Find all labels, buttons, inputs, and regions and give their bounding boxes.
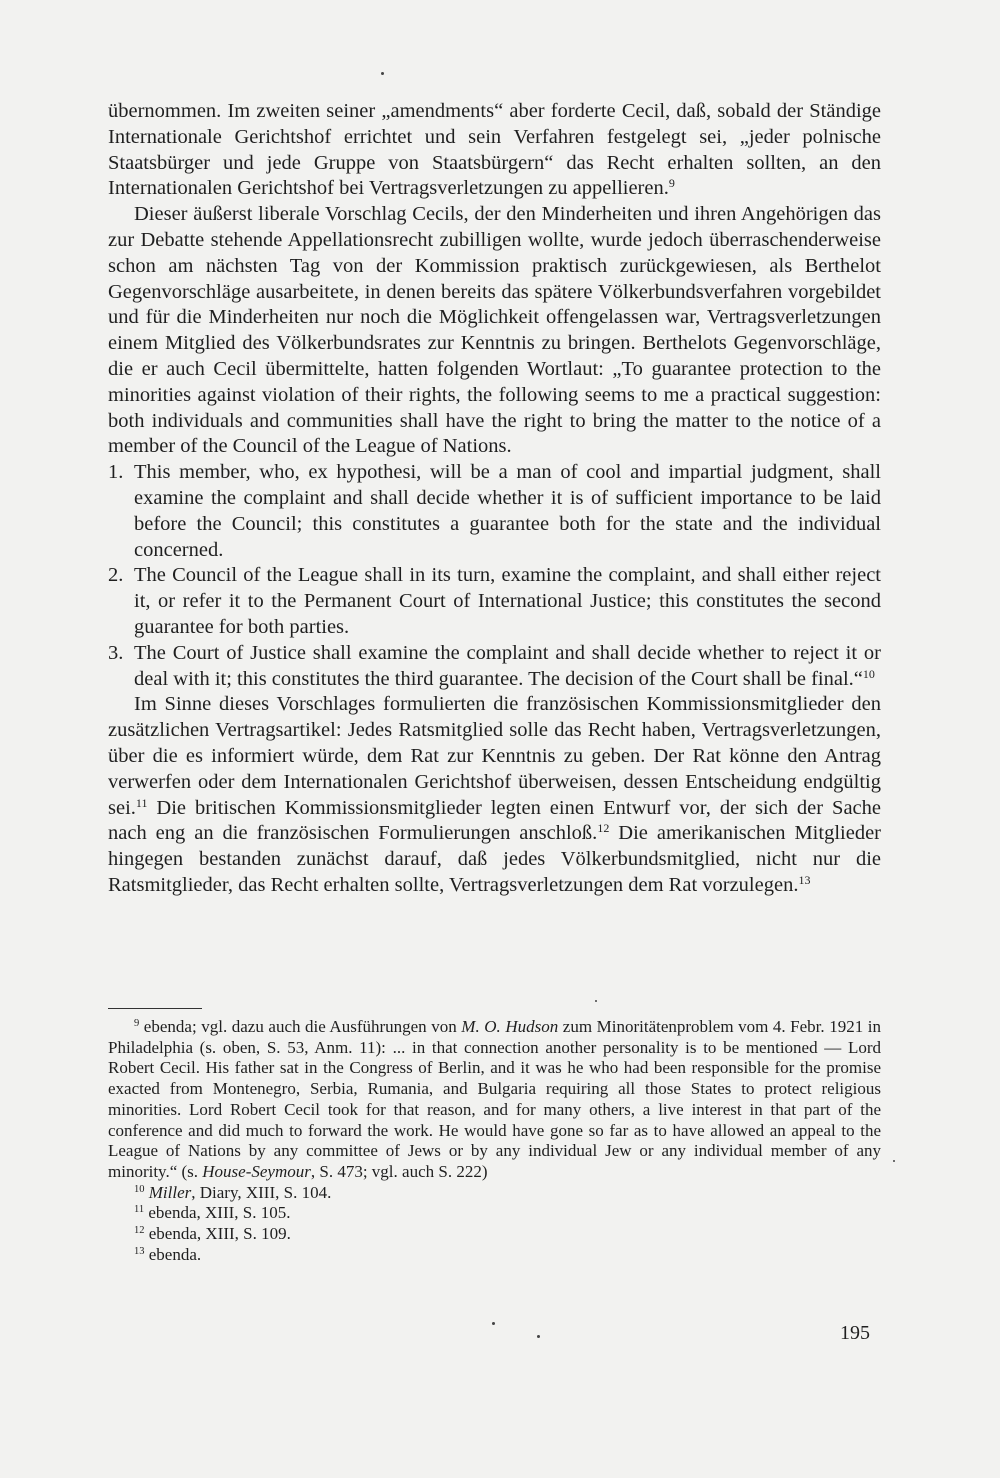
footnote-13: $^{13}$ ebenda. [134,1244,202,1264]
footnote-ref-12: 12 [597,821,610,836]
list-item-2 [108,563,881,640]
paragraph-1: übernommen. Im zweiten seiner „amendments“ aber forderte Cecil, daß, sobald der Ständige Internationale Gerichtshof errichtet und sein Verfahren festgelegt sei, „jeder polnische Staatsbürger und jede Gruppe von Staatsbürgern“ das Recht erhalten sollten, an den Internationalen Gerichtshof bei Vertragsverletzungen zu appellieren.$^9$ [108,100,881,200]
footnote-ref-13: 13 [798,872,811,887]
list-item-number: 3. [108,641,124,664]
scan-speck [595,1000,597,1002]
footnote-ref-9: 9 [668,176,675,191]
footnote-divider [108,1008,202,1009]
list-item-number: 2. [108,564,124,587]
footnote-10: $^{10}$ Miller, Diary, XIII, S. 104. [134,1182,332,1202]
scan-speck [537,1335,540,1338]
page-number: 195 [840,1322,870,1344]
footnote-ref-11: 11 [135,795,148,810]
list-item-text: The Council of the League shall in its turn, examine the complaint, and shall either reject it, or refer it to the Permanent Court of International Justice; this constitutes the second guarantee for both parties. [134,564,881,638]
list-item-3 [108,641,881,693]
footnote-12: $^{12}$ ebenda, XIII, S. 109. [134,1224,291,1244]
paragraph-3: Im Sinne dieses Vorschlages formulierten die französischen Kommissionsmitglieder den zusätzlichen Vertragsartikel: Jedes Ratsmitglied solle das Recht haben, Vertragsverletzungen, über die es informiert würde, dem Rat zur Kenntnis zu geben. Der Rat könne den Antrag verwerfen oder dem Internationalen Gerichtshof überweisen, dessen Entscheidung endgültig sei.$^{11}$ Die britischen Kommissionsmitglieder legten einen Entwurf vor, der sich der Sache nach eng an die französischen Formulierungen anschloß.$^{12}$ Die amerikanischen Mitglieder hingegen bestanden zunächst darauf, daß jedes Völkerbundsmitglied, nicht nur die Ratsmitglieder, das Recht erhalten sollte, Vertragsverletzungen dem Rat vorzulegen.$^{13}$ [108,693,881,896]
scan-speck [893,1160,895,1162]
footnote-ref-10: 10 [862,666,875,681]
footnote-11: $^{11}$ ebenda, XIII, S. 105. [134,1203,291,1223]
footnotes [108,1017,881,1265]
scan-speck [492,1322,495,1325]
list-item-text: The Court of Justice shall examine the complaint and shall decide whether to reject it or deal with it; this constitutes the third guarantee. The decision of the Court shall be final.“$^{10}$ [134,641,881,690]
list-item-text: This member, who, ex hypothesi, will be a man of cool and impartial judgment, shall examine the complaint and shall decide whether it is of sufficient importance to be laid before the Council; this constitutes a guarantee both for the state and the individual concerned. [134,461,881,561]
scan-speck [381,72,384,75]
main-text [108,99,881,899]
footnote-9: $^9$ ebenda; vgl. dazu auch die Ausführungen von M. O. Hudson zum Minoritätenproblem vom 4. Febr. 1921 in Philadelphia (s. oben, S. 53, Anm. 11): ... in that connection another personality is to be mentioned — Lord Robert Cecil. His father sat in the Congress of Berlin, and it was he who had been responsible for the promise exacted from Montenegro, Serbia, Rumania, and Bulgaria requiring all those States to protect religious minorities. Lord Robert Cecil took for that reason, and for many others, a live interest in that part of the conference and did much to forward the work. He would have gone so far as to have allowed an appeal to the League of Nations by any committee of Jews or by any individual Jew or any individual member of any minority.“ (s. House-Seymour, S. 473; vgl. auch S. 222) [108,1017,881,1181]
list-item-number: 1. [108,461,124,484]
paragraph-2: Dieser äußerst liberale Vorschlag Cecils, der den Minderheiten und ihren Angehörigen das zur Debatte stehende Appellationsrecht zubilligen wollte, wurde jedoch überraschenderweise schon am nächsten Tag von der Kommission praktisch zurückgewiesen, als Berthelot Gegenvorschläge ausarbeitete, in denen bereits das spätere Völkerbundsverfahren vorgebildet und für die Minderheiten nur noch die Möglichkeit offengelassen war, Vertragsverletzungen einem Mitglied des Völkerbundsrates zur Kenntnis zu bringen. Berthelots Gegenvorschläge, die er auch Cecil übermittelte, hatten folgenden Wortlaut: „To guarantee protection to the minorities against violation of their rights, the following seems to me a practical suggestion: both individuals and communities shall have the right to bring the matter to the notice of a member of the Council of the League of Nations. [108,203,881,458]
list-item-1 [108,460,881,563]
